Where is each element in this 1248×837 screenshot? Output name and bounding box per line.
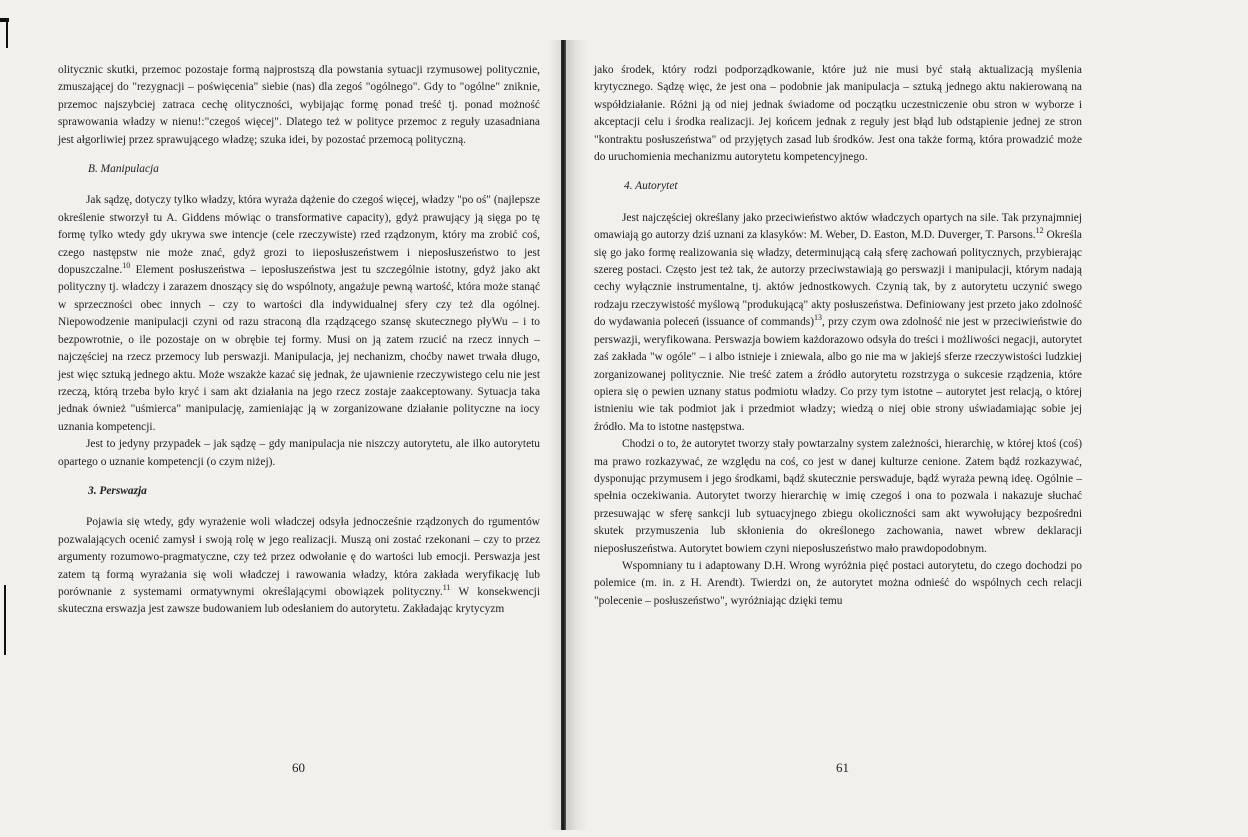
- page-number: 60: [292, 760, 305, 775]
- section-heading: 4. Autorytet: [624, 180, 678, 193]
- paragraph: [58, 514, 540, 618]
- scan-edge-mark: [6, 18, 8, 48]
- paragraph-text: Jak sądzę, dotyczy tylko władzy, która wyraża dążenie do czegoś więcej, władzy "po oś" (najlepsze określenie stworzył tu A. Giddens mówiąc o transformative capacity), gdyż prawujący ją sięga po tę formę tylko wtedy gdy ukrywa swe intencje (cele rzeczywiste) rzed rządzonym, który ma zrobić coś, czego następstw nie może znać, gdyż grozi to iieposłuszeństwem i nieposłuszeństwo to jest dopuszczalne.: [58, 194, 540, 277]
- footnote-marker: 11: [442, 583, 451, 593]
- section-heading: B. Manipulacja: [88, 163, 159, 176]
- book-gutter: [561, 40, 566, 830]
- paragraph-text: , przy czym owa zdolność nie jest w przeciwieństwie do perswazji, weryfikowana. Perswazja bowiem każdorazowo odsyła do treści i możliwości negacji, autorytet zaś zakłada "w ogóle" – i albo istnieje i zniewala, albo go nie ma w jakiejś sferze rzeczywistości ludzkiej zorganizowanej politycznie. Nie treść zatem a źródło autorytetu rozstrzyga o sukcesie rządzenia, które opiera się o pewien uznany status podmiotu władzy. Co przy tym istotne – autorytet jest relacją, o której istnieniu wie tak podmiot jak i przedmiot władzy; wiedzą o niej obie strony uświadamiając sobie jej źródło. Ma to istotne następstwa.: [594, 316, 1082, 433]
- paragraph-text: Jest najczęściej określany jako przeciwieństwo aktów władczych opartych na sile. Tak przynajmniej omawiają go autorzy dziś uznani za klasyków: M. Weber, D. Easton, M.D. Duverger, T. Parsons.: [594, 211, 1082, 242]
- section-heading-text: 3. Perswazja: [88, 484, 147, 497]
- footnote-marker: 13: [814, 313, 823, 323]
- paragraph-text: W konsekwencji skuteczna erswazja jest zawsze budowaniem lub odesłaniem do autorytetu. Zakładając krytycyzm: [58, 585, 540, 616]
- footnote-marker: 12: [1035, 226, 1044, 236]
- paragraph: [58, 192, 540, 436]
- paragraph: [594, 210, 1082, 436]
- section-heading: [88, 483, 540, 500]
- paragraph: Wspomniany tu i adaptowany D.H. Wrong wyróżnia pięć postaci autorytetu, do czego dochodzi po polemice (m. in. z H. Arendt). Twierdzi on, że autorytet można odnieść do wspólnych cech relacji "polecenie – posłuszeństwo", wyróżniając dzięki temu: [594, 559, 1082, 607]
- gutter-shadow: [548, 40, 588, 830]
- paragraph-text: Pojawia się wtedy, gdy wyrażenie woli władczej odsyła jednocześnie rządzonych do rgumentów pozwalających ocenić zamysł i swoją rolę w jego realizacji. Muszą oni zostać rzekonani – czy to przez argumenty rozumowo-pragmatyczne, czy też przez odwołanie ę do wartości lub emocji. Perswazja jest zatem tą formą wyrażania się woli władczej i rawowania władzy, która zakłada weryfikację lub porównanie z systemami ormatywnymi określającymi obowiązek polityczny.: [58, 516, 540, 598]
- scan-edge-mark: [4, 585, 6, 655]
- paragraph-text: Określa się go jako formę realizowania się władzy, determinującą całą sferę zachowań politycznych, przybierając szereg postaci. Często jest też tak, że autorzy przeciwstawiają go perswazji i manipulacji, którym nadają cechy wyłącznie instrumentalne, tj. aktów jednostkowych. Czynią tak, by z autorytetu uczynić swego rodzaju rzeczywistość myślową "produkującą" akty posłuszeństwa. Definiowany jest przeto jako zdolność do wydawania poleceń (issuance of commands): [594, 229, 1082, 329]
- paragraph: jako środek, który rodzi podporządkowanie, które już nie musi być stałą aktualizacją myślenia krytycznego. Sądzę więc, że jest ona – podobnie jak manipulacja – sztuką jednego aktu nakierowaną na współdziałanie. Różni ją od niej jednak świadome od początku uczestniczenie obu stron w wyborze i akceptacji celu i środka realizacji. Jej końcem jednak z reguły jest błąd lub odstąpienie jednej ze stron "kontraktu posłuszeństwa" od przyjętych zasad lub środków. Jest ona także formą, która prowadzić może do uruchomienia mechanizmu autorytetu kompetencyjnego.: [594, 64, 1082, 164]
- right-page: [594, 62, 1082, 610]
- paragraph: Jest to jedyny przypadek – jak sądzę – gdy manipulacja nie niszczy autorytetu, ale ilko autorytetu opartego o uznanie kompetencji (o czym niżej).: [58, 438, 540, 468]
- left-page: [58, 62, 540, 619]
- page-number: 61: [836, 760, 849, 775]
- paragraph: Chodzi o to, że autorytet tworzy stały powtarzalny system zależności, hierarchię, w której ktoś (coś) ma prawo rozkazywać, ze względu na coś, co jest w danej kulturze cenione. Zatem bądź rozkazywać, dysponując przymusem i jego środkami, bądź skutecznie perswaduje, bądź wyraża pewną ideę. Ogólnie – spełnia oczekiwania. Autorytet tworzy hierarchię w imię czegoś i ona to pozwala i nakazuje słuchać przesuwając w sferę sankcji lub sytuacyjnego zbiegu okoliczności sam akt wywołujący bezpośredni skutek przymuszenia lub skłonienia do określonego zachowania, nawet wbrew deklaracji nieposłuszeństwa. Autorytet bowiem czyni nieposłuszeństwo mało prawdopodobnym.: [594, 438, 1082, 555]
- footnote-marker: 10: [122, 261, 131, 271]
- paragraph: olitycznic skutki, przemoc pozostaje formą najprostszą dla powstania sytuacji rzymusowej politycznie, zmuszającej do "rezygnacji – poświęcenia" siebie (nas) dla zegoś "ogólnego". Gdy to "ogólne" zniknie, przemoc najszybciej zatraca cechę olityczności, wybijając formę ponad treść tj. ponad możność sprawowania władzy w nienu!:"czegoś więcej". Dlatego też w polityce przemoc z reguły uzasadniana jest ałgorliwiej przez sprawującego władzę; szuka idei, by pozostać przemocą polityczną.: [58, 64, 540, 146]
- paragraph-text: Element posłuszeństwa – ieposłuszeństwa jest tu szczególnie istotny, gdyż jako akt polityczny tj. władczy i zarazem dnoszący się do wspólnoty, angażuje pewną wartość, która może stanąć w sprzeczności obec innych – czy to wartości dla indywidualnej sfery czy też dla ogólnej. Niepowodzenie manipulacji czyni od razu straconą dla rządzącego szansę skutecznego płyWu – i to bezpowrotnie, o ile pozostaje on w obrębie tej formy. Musi on ją zatem rzucić na rzecz innych – najczęściej na rzecz przemocy lub perswazji. Manipulacja, jej nechanizm, choćby nawet trwała długo, jest więc sztuką jednego aktu. Może wszakże kazać się jednak, że ujawnienie rzeczywistego celu nie jest rzeczą, którą trzeba było kryć i sam akt działania na jego rzecz zostaje zaakceptowany. Sytuacja taka jednak ównież "uśmierca" manipulację, zamieniając ją w zorganizowane działanie polityczne na iocy uznania kompetencji.: [58, 264, 540, 433]
